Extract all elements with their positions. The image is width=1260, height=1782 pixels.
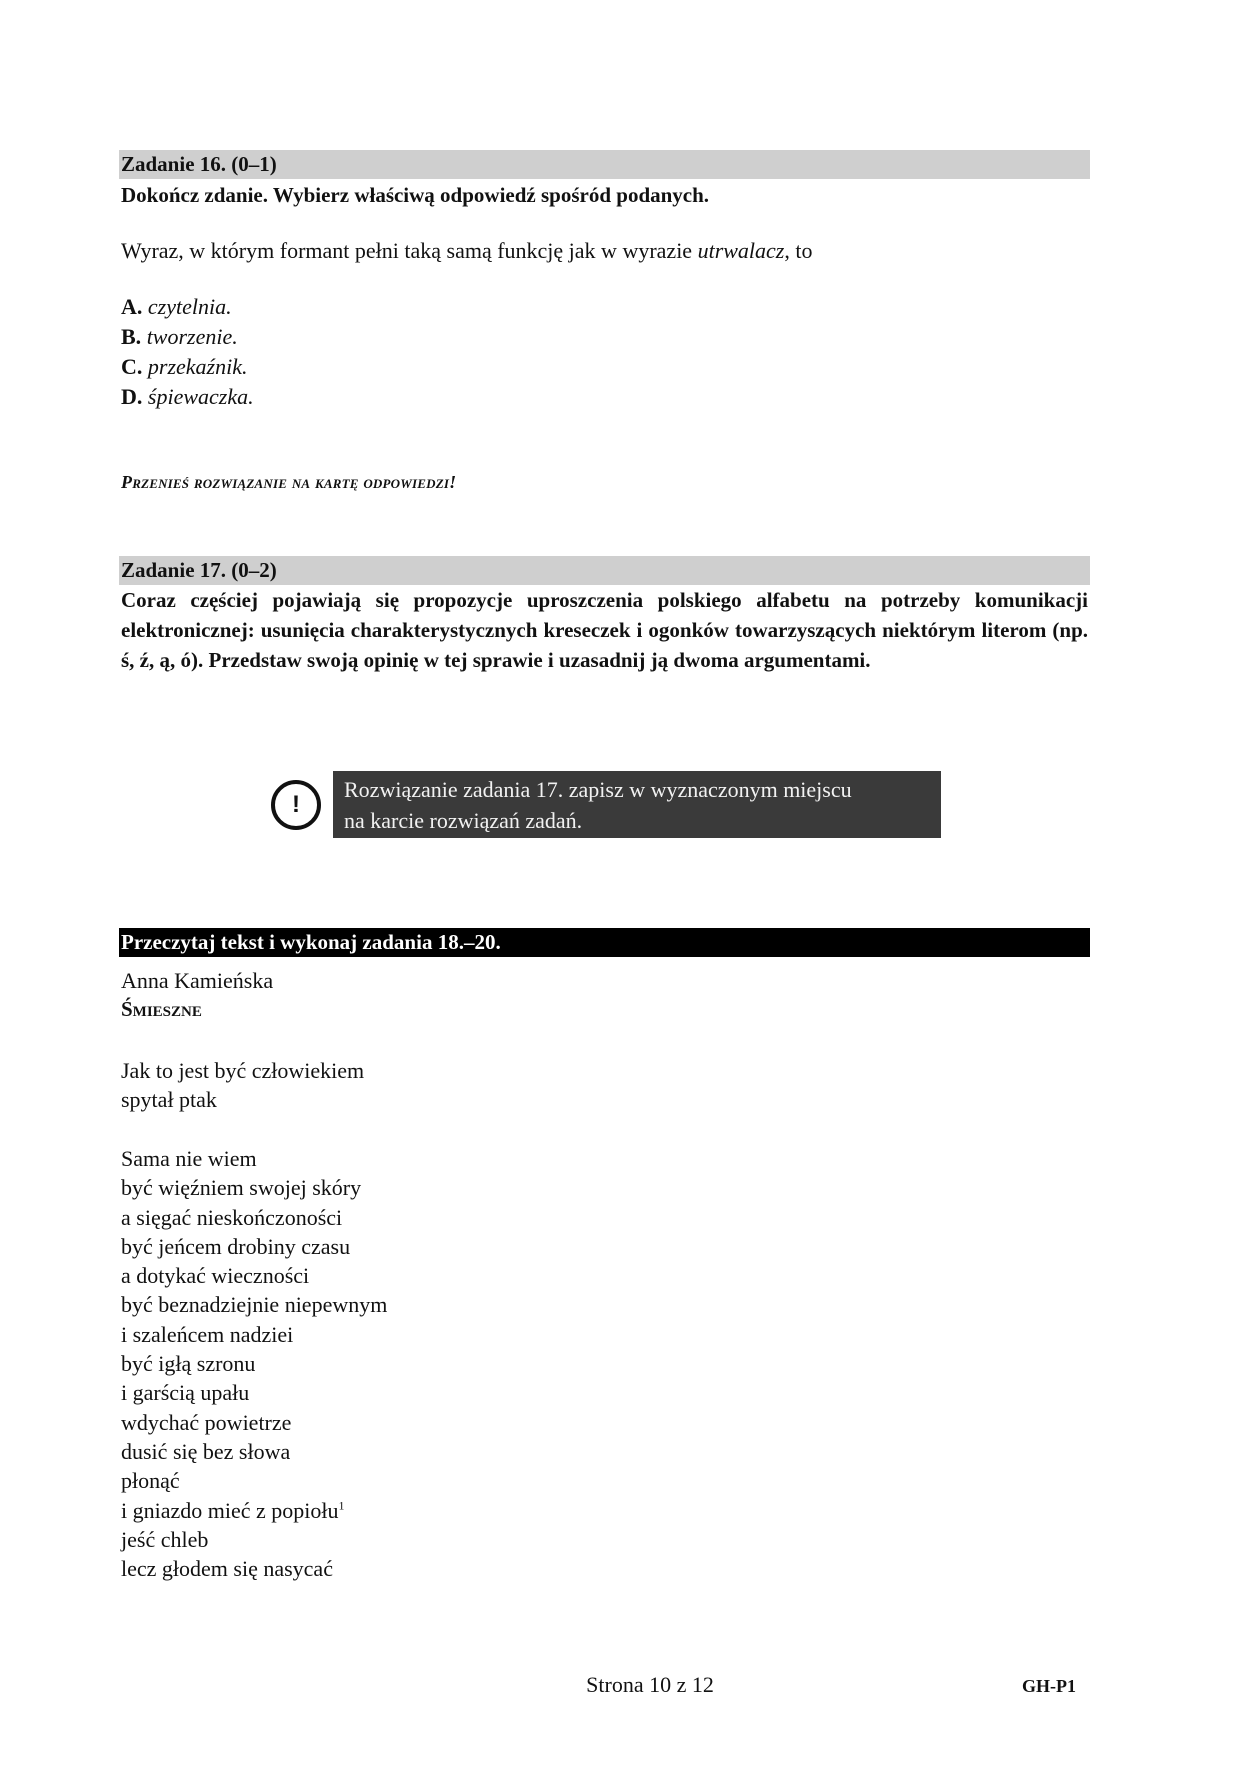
option-b[interactable] bbox=[121, 322, 254, 352]
poem-line: a sięgać nieskończoności bbox=[121, 1204, 343, 1230]
poem-title: Śmieszne bbox=[121, 997, 202, 1021]
poem-line: jeść chleb bbox=[121, 1526, 209, 1552]
poem-line: dusić się bez słowa bbox=[121, 1438, 291, 1464]
solution-notice bbox=[333, 771, 941, 838]
notice-line-1: Rozwiązanie zadania 17. zapisz w wyznaczonym miejscu bbox=[344, 777, 852, 802]
option-letter: D. bbox=[121, 384, 143, 409]
poem-line: płonąć bbox=[121, 1468, 180, 1494]
page-number: Strona 10 z 12 bbox=[586, 1672, 714, 1697]
poem-line: Jak to jest być człowiekiem bbox=[121, 1058, 365, 1083]
poem-line: lecz głodem się nasycać bbox=[121, 1556, 333, 1582]
poem-line: i szaleńcem nadziei bbox=[121, 1321, 294, 1347]
task16-stem-word: utrwalacz bbox=[697, 238, 785, 263]
option-c[interactable] bbox=[121, 352, 254, 382]
option-a[interactable] bbox=[121, 292, 254, 322]
option-letter: A. bbox=[121, 294, 143, 319]
notice-line-2: na karcie rozwiązań zadań. bbox=[344, 808, 583, 833]
task16-instruction: Dokończ zdanie. Wybierz właściwą odpowiedź spośród podanych. bbox=[121, 183, 710, 207]
poem-line: być beznadziejnie niepewnym bbox=[121, 1292, 388, 1318]
option-letter: B. bbox=[121, 324, 142, 349]
transfer-note: Przenieś rozwiązanie na kartę odpowiedzi! bbox=[121, 472, 457, 492]
task16-stem bbox=[121, 236, 1090, 266]
task16-stem-prefix: Wyraz, w którym formant pełni taką samą funkcję jak w wyrazie bbox=[121, 238, 698, 263]
poem-line-text: i gniazdo mieć z popiołu bbox=[121, 1497, 339, 1523]
exam-code: GH-P1 bbox=[1022, 1676, 1076, 1696]
footnote-mark[interactable]: 1 bbox=[338, 1498, 345, 1513]
poem-line: spytał ptak bbox=[121, 1087, 217, 1113]
task16-options bbox=[121, 292, 254, 412]
poem-line: być więźniem swojej skóry bbox=[121, 1175, 362, 1201]
option-text: śpiewaczka. bbox=[147, 384, 254, 409]
poem-line-footnoted bbox=[121, 1496, 387, 1525]
poem-line: być igłą szronu bbox=[121, 1351, 256, 1377]
option-text: tworzenie. bbox=[146, 324, 238, 349]
task17-instruction: Coraz częściej pojawiają się propozycje uproszczenia polskiego alfabetu na potrzeby komunikacji elektronicznej: usunięcia charakterystycznych kreseczek i ogonków towarzyszących niektórym literom (np. ś, ź, ą, ó). Przedstaw swoją opinię w tej sprawie i uzasadnij ją dwoma argumentami. bbox=[121, 588, 1088, 672]
option-text: czytelnia. bbox=[147, 294, 232, 319]
poem-line: być jeńcem drobiny czasu bbox=[121, 1233, 351, 1259]
poem-stanza-1 bbox=[121, 1056, 364, 1115]
poem-stanza-2 bbox=[121, 1144, 387, 1583]
task16-header: Zadanie 16. (0–1) bbox=[119, 150, 1090, 179]
task16-stem-suffix: , to bbox=[784, 238, 813, 263]
poem-line: wdychać powietrze bbox=[121, 1409, 292, 1435]
exclamation-icon: ! bbox=[271, 780, 321, 830]
task17-header: Zadanie 17. (0–2) bbox=[119, 556, 1090, 585]
option-d[interactable] bbox=[121, 382, 254, 412]
option-text: przekaźnik. bbox=[147, 354, 248, 379]
option-letter: C. bbox=[121, 354, 143, 379]
reading-header: Przeczytaj tekst i wykonaj zadania 18.–20. bbox=[119, 928, 1090, 957]
poem-line: a dotykać wieczności bbox=[121, 1263, 310, 1289]
poem-line: Sama nie wiem bbox=[121, 1146, 257, 1171]
poem-line: i garścią upału bbox=[121, 1380, 250, 1406]
poem-author: Anna Kamieńska bbox=[121, 968, 274, 993]
